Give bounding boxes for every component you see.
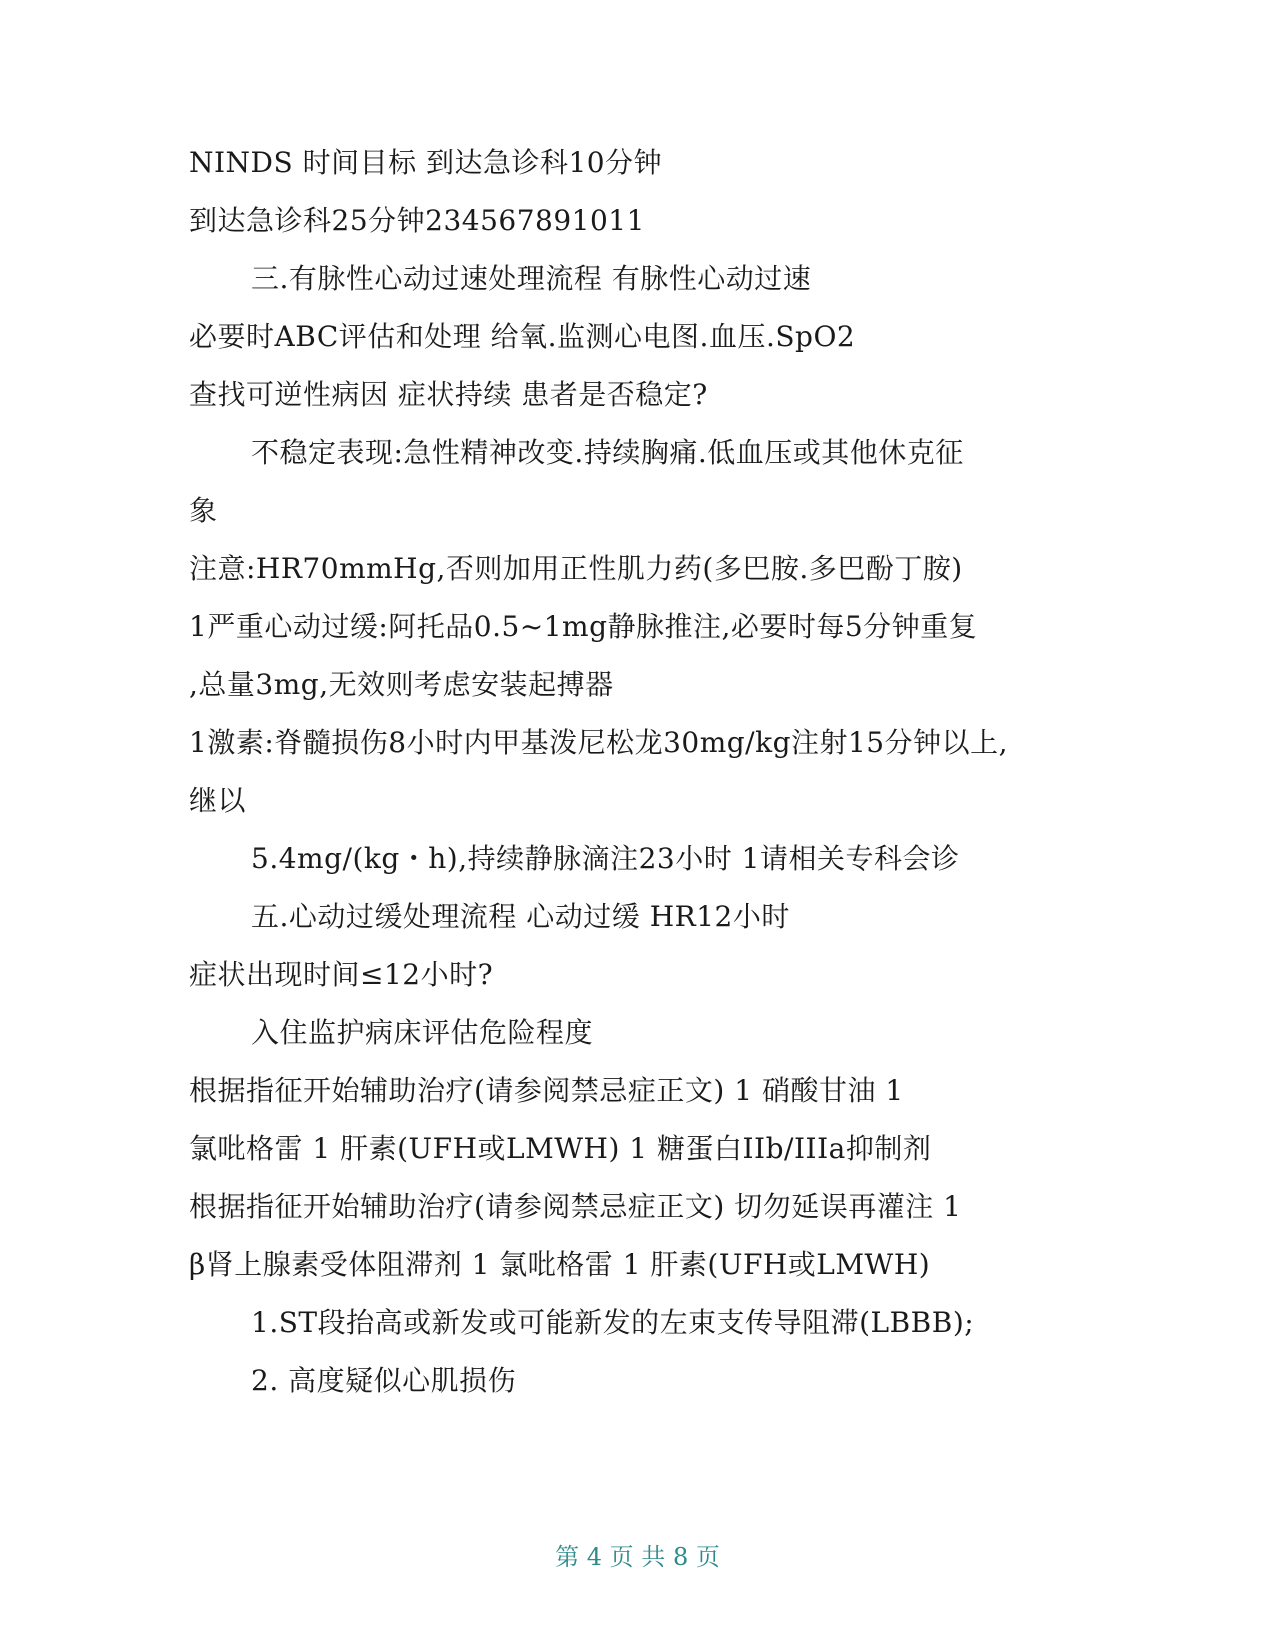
- text-line: 5.4mg/(kg・h),持续静脉滴注23小时 1请相关专科会诊: [251, 842, 960, 875]
- text-line: 到达急诊科25分钟234567891011: [189, 204, 645, 237]
- text-line: 氯吡格雷 1 肝素(UFH或LMWH) 1 糖蛋白IIb/IIIa抑制剂: [189, 1132, 932, 1165]
- text-line: 查找可逆性病因 症状持续 患者是否稳定?: [189, 378, 708, 411]
- section-heading: 五.心动过缓处理流程 心动过缓 HR12小时: [251, 900, 790, 933]
- text-line: 1激素:脊髓损伤8小时内甲基泼尼松龙30mg/kg注射15分钟以上,: [189, 726, 1009, 759]
- text-line: 1严重心动过缓:阿托品0.5~1mg静脉推注,必要时每5分钟重复: [189, 610, 978, 643]
- text-line: 入住监护病床评估危险程度: [251, 1016, 594, 1049]
- section-heading: 三.有脉性心动过速处理流程 有脉性心动过速: [251, 262, 812, 295]
- text-line: 根据指征开始辅助治疗(请参阅禁忌症正文) 1 硝酸甘油 1: [189, 1074, 904, 1107]
- text-line: 注意:HR70mmHg,否则加用正性肌力药(多巴胺.多巴酚丁胺): [189, 552, 963, 585]
- text-line: β肾上腺素受体阻滞剂 1 氯吡格雷 1 肝素(UFH或LMWH): [189, 1248, 931, 1281]
- text-line: 不稳定表现:急性精神改变.持续胸痛.低血压或其他休克征: [251, 436, 964, 469]
- text-line: 根据指征开始辅助治疗(请参阅禁忌症正文) 切勿延误再灌注 1: [189, 1190, 962, 1223]
- text-line: NINDS 时间目标 到达急诊科10分钟: [189, 146, 663, 179]
- list-item: 2. 高度疑似心肌损伤: [251, 1364, 517, 1397]
- text-line: 症状出现时间≤12小时?: [189, 958, 494, 991]
- page-number-footer: 第 4 页 共 8 页: [555, 1543, 720, 1571]
- text-line: 必要时ABC评估和处理 给氧.监测心电图.血压.SpO2: [189, 320, 856, 353]
- text-line: 继以: [189, 784, 247, 817]
- list-item: 1.ST段抬高或新发或可能新发的左束支传导阻滞(LBBB);: [251, 1306, 975, 1339]
- text-line: ,总量3mg,无效则考虑安装起搏器: [189, 668, 614, 701]
- text-line: 象: [189, 494, 218, 527]
